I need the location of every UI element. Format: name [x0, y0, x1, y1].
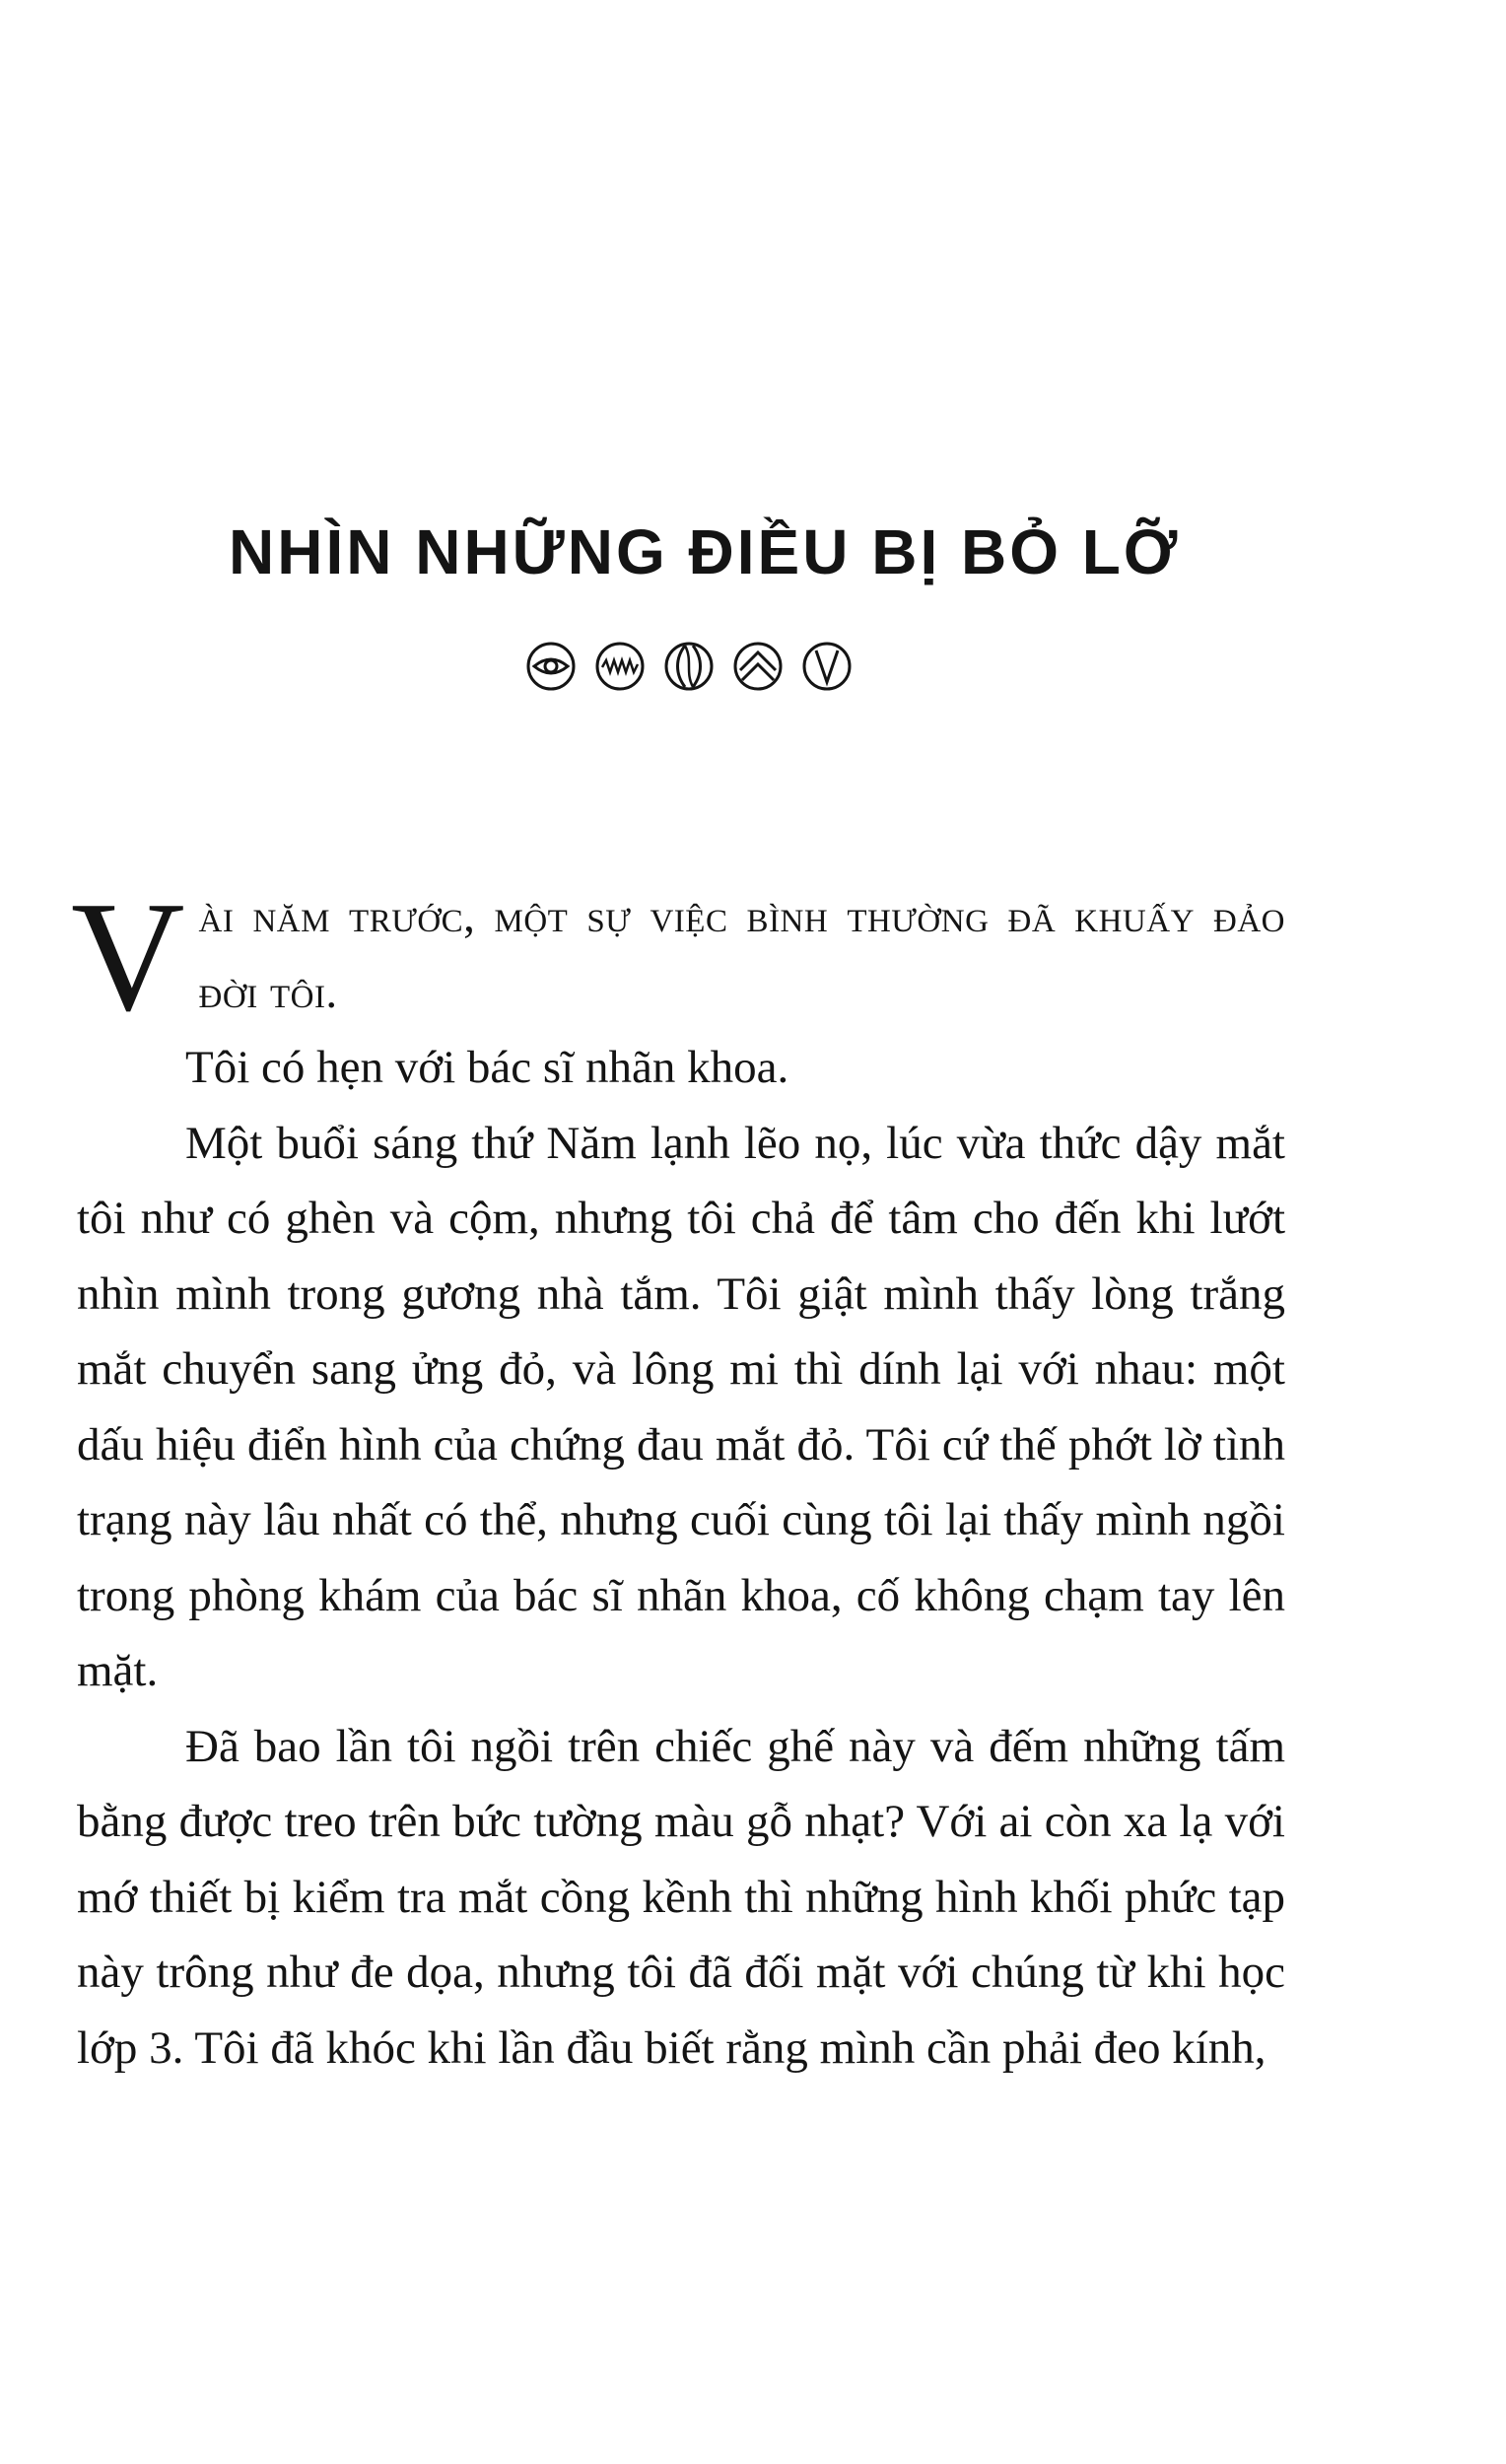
chapter-ornaments: [525, 641, 853, 696]
drop-cap: V: [71, 868, 185, 1044]
paragraph: Một buổi sáng thứ Năm lạnh lẽo nọ, lúc vừa thức dậy mắt tôi như có ghèn và cộm, nhưng tôi chả để tâm cho đến khi lướt nhìn mình trong gương nhà tắm. Tôi giật mình thấy lòng trắng mắt chuyển sang ửng đỏ, và lông mi thì dính lại với nhau: một dấu hiệu điển hình của chứng đau mắt đỏ. Tôi cứ thế phớt lờ tình trạng này lâu nhất có thể, nhưng cuối cùng tôi lại thấy mình ngồi trong phòng khám của bác sĩ nhãn khoa, cố không chạm tay lên mặt.: [77, 1117, 1285, 1696]
mountain-icon: [732, 641, 784, 692]
chapter-body: [71, 868, 1285, 2086]
opening-paragraph: [71, 868, 1285, 1044]
paragraph: Đã bao lần tôi ngồi trên chiếc ghế này và đếm những tấm bằng được treo trên bức tường màu gỗ nhạt? Với ai còn xa lạ với mớ thiết bị kiểm tra mắt cồng kềnh thì những hình khối phức tạp này trông như đe dọa, nhưng tôi đã đối mặt với chúng từ khi học lớp 3. Tôi đã khóc khi lần đầu biết rằng mình cần phải đeo kính,: [77, 1720, 1285, 2074]
wave-icon: [594, 641, 646, 692]
drop-icon: [663, 641, 715, 692]
paragraph: Tôi có hẹn với bác sĩ nhãn khoa.: [185, 1042, 789, 1093]
chapter-title: NHÌN NHỮNG ĐIỀU BỊ BỎ LỠ: [229, 516, 1181, 587]
v-shape-icon: [801, 641, 853, 692]
eye-icon: [525, 641, 577, 692]
opening-line: ài năm trước, một sự việc bình thường đã khuấy đảo đời tôi.: [198, 891, 1285, 1018]
